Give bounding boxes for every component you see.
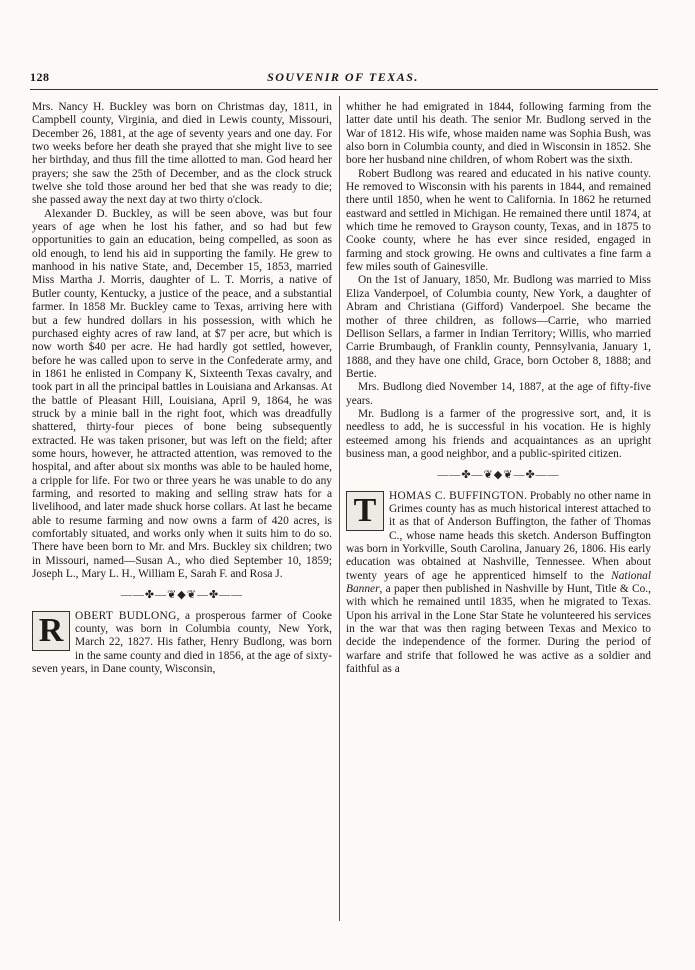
right-column — [346, 101, 651, 676]
paragraph-budlong-continued: whither he had emigrated in 1844, following farming from the latter date until his death. The senior Mr. Budlong served in the War of 1812. His wife, whose maiden name was Sophia Bush, was also born in Columbia county, and died in Wisconsin in 1852. She bore her husband nine children, of whom Robert was the sixth. — [346, 101, 651, 167]
drop-cap-t: T — [346, 491, 384, 531]
budlong-intro-text: , a prosperous farmer of Cooke county, was born in Columbia county, New York, March 22, 1827. His father, Henry Budlong, was born in the same county and died in 1856, at the age of sixty-seven years, in Dane county, Wisconsin, — [32, 609, 332, 676]
page-number: 128 — [30, 70, 50, 84]
buffington-text-part2: , a paper then published in Nashville by Hunt, Title & Co., with which he remained until 1835, when he migrated to Texas. Upon his arrival in the Lone Star State he volunteered his services in the war that was then raging between Texas and Mexico to decide the independence of the former. During the period of warfare and strife that followed he was active as a soldier and faithful as a — [346, 583, 651, 676]
drop-cap-r: R — [32, 611, 70, 651]
section-ornament: ——✤—❦◆❦—✤—— — [437, 469, 560, 482]
subject-name: OBERT BUDLONG — [75, 609, 177, 622]
section-ornament: ——✤—❦◆❦—✤—— — [120, 589, 244, 602]
left-column — [32, 101, 332, 676]
newspaper-title: National Banner — [346, 569, 651, 596]
entry-robert-budlong — [32, 610, 332, 677]
header-rule — [30, 89, 658, 90]
paragraph-budlong-intro — [32, 610, 332, 677]
paragraph-buffington-intro — [346, 490, 651, 677]
paragraph-budlong-career: Robert Budlong was reared and educated in his native county. He removed to Wisconsin with his parents in 1844, and remained there until 1850, when he went to California. In 1862 he returned eastward and settled in Michigan. He remained there until 1874, at which time he removed to Grayson county, Texas, and in 1875 to Cooke county, where he has ever since resided, engaged in farming and stock growing. He owns and cultivates a fine farm a few miles south of Gainesville. — [346, 167, 651, 274]
paragraph-budlong-marriage: On the 1st of January, 1850, Mr. Budlong was married to Miss Eliza Vanderpoel, of Columbia county, New York, a daughter of Abram and Christiana (Gifford) Vanderpoel. She became the mother of three children, as follows—Carrie, who married Dellison Sellars, a farmer in Indian Territory; Willis, who married Carrie Brumbaugh, of Franklin county, Pennsylvania, January 1, 1888, and they have one child, Grace, born October 8, 1888; and Bertie. — [346, 274, 651, 380]
buffington-text-part1: . Probably no other name in Grimes county has as much historical interest attached to it as that of Anderson Buffington, the father of Thomas C., whose name heads this sketch. Anderson Buffington was born in Yorkville, South Carolina, January 26, 1806. His early education was obtained at Nashville, Tennessee. When about twenty years of age he apprenticed himself to the — [346, 489, 651, 582]
paragraph-budlong-wife-death: Mrs. Budlong died November 14, 1887, at the age of fifty-five years. — [346, 381, 651, 407]
column-divider — [339, 96, 340, 921]
subject-name: HOMAS C. BUFFINGTON — [389, 489, 525, 502]
page-header — [28, 70, 658, 88]
running-title: SOUVENIR OF TEXAS. — [267, 70, 419, 84]
paragraph-nancy-buckley: Mrs. Nancy H. Buckley was born on Christmas day, 1811, in Campbell county, Virginia, and died in Lewis county, Missouri, December 26, 1881, at the age of seventy years and one day. For two weeks before her death she prayed that she might live to see her birthday, and thus fill the time allotted to man. God heard her prayers; she saw the 25th of December, and as the clock struck twelve she told those around her bed that she was ready to die; she passed away the next day at two thirty o'clock. — [32, 101, 332, 207]
paragraph-alexander-buckley: Alexander D. Buckley, as will be seen above, was but four years of age when he lost his father, and so had but few opportunities to gain an education, being compelled, as soon as old enough, to lend his aid in supporting the family. He grew to manhood in his native State, and, December 15, 1853, married Miss Martha J. Morris, daughter of L. T. Morris, a native of Butler county, Kentucky, a justice of the peace, and a substantial farmer. In 1858 Mr. Buckley came to Texas, arriving here with but a few hundred dollars in his possession, with which he purchased eighty acres of raw land, at $7 per acre, but which is now worth $40 per acre. He had hardly got settled, however, before he was called upon to serve in the Confederate army, and in 1861 he enlisted in Company K, Sixteenth Texas cavalry, and took part in all the principal battles in Louisiana and Arkansas. At the battle of Pleasant Hill, Louisiana, April 9, 1864, he was struck by a minie ball in the right foot, which was dreadfully shattered, thirty-four pieces of bone being subsequently extracted. He was taken prisoner, but was left on the field; after some hours, however, he attracted attention, was removed to the hospital, and after about six months was able to be hauled home, a cripple for life. For two or three years he was unable to do any farming, and resorted to making and selling straw hats for a livelihood, and later made shuck horse collars. At last he became able to resume farming and now owns a farm of 420 acres, is comfortably situated, and works only when it suits him to do so. There have been born to Mr. and Mrs. Buckley six children; two in Missouri, named—Susan A., who died September 10, 1859; Joseph L., Mary L. H., William E, Sarah F. and Rosa J. — [32, 207, 332, 581]
entry-thomas-buffington — [346, 490, 651, 677]
paragraph-budlong-character: Mr. Budlong is a farmer of the progressive sort, and, it is needless to add, he is successful in his vocation. He is highly esteemed among his friends and acquaintances as an upright business man, a good neighbor, and a public-spirited citizen. — [346, 407, 651, 460]
